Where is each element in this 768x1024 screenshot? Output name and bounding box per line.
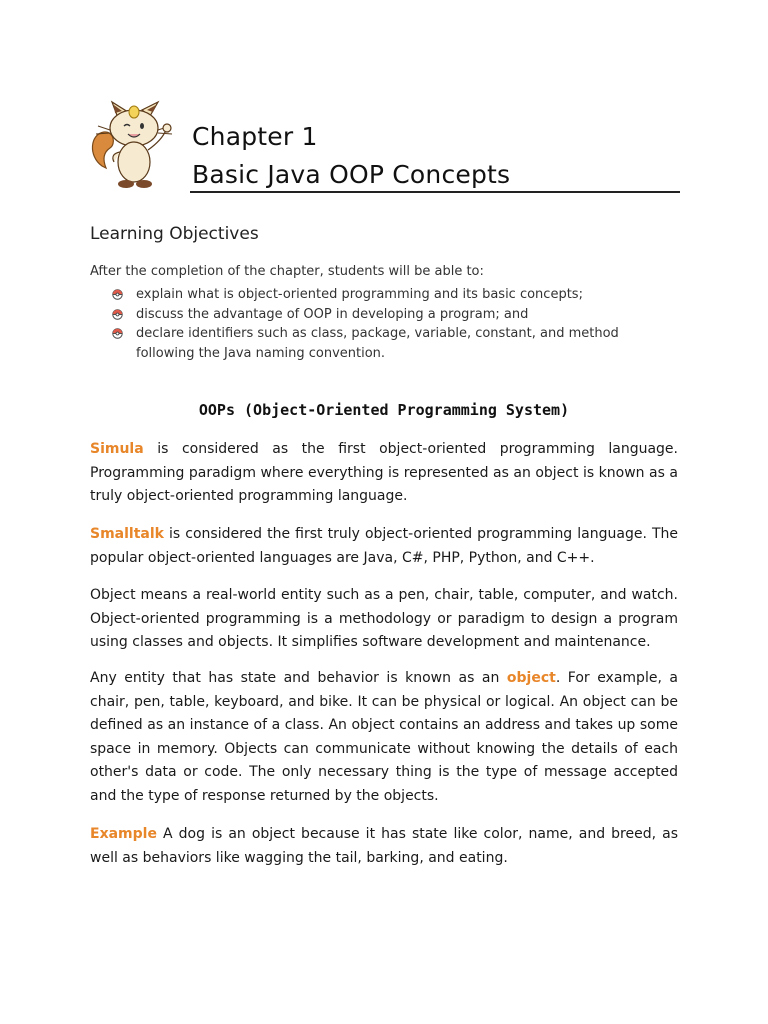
paragraph-text: Object means a real-world entity such as a pen, chair, table, computer, and watch. Object-oriented programming is a methodology or paradigm to design a program using classes and objects. It simplifies software development and maintenance. xyxy=(90,587,678,650)
list-item xyxy=(112,285,672,305)
paragraph-text: Any entity that has state and behavior is known as an xyxy=(90,670,507,686)
keyword-example: Example xyxy=(90,826,157,842)
chapter-number: Chapter 1 xyxy=(192,122,318,151)
paragraph-example xyxy=(90,823,678,870)
paragraph-smalltalk xyxy=(90,523,678,570)
pokeball-bullet-icon xyxy=(112,289,123,300)
paragraph-text: . For example, a chair, pen, table, keyboard, and bike. It can be physical or logical. An object can be defined as an instance of a class. An object contains an address and takes up some space in memory. Objects can communicate without knowing the details of each other's data or code. The only necessary thing is the type of message accepted and the type of response returned by the objects. xyxy=(90,670,678,804)
paragraph-object-entity xyxy=(90,667,678,808)
header-divider xyxy=(190,191,680,193)
paragraph-object-means xyxy=(90,584,678,655)
objective-text: discuss the advantage of OOP in developing a program; and xyxy=(136,306,529,322)
chapter-title: Basic Java OOP Concepts xyxy=(192,160,511,189)
list-item xyxy=(112,305,672,325)
paragraph-text: is considered the first truly object-oriented programming language. The popular object-oriented languages are Java, C#, PHP, Python, and C++. xyxy=(90,526,678,566)
list-item xyxy=(112,324,672,363)
paragraph-simula xyxy=(90,438,678,509)
keyword-simula: Simula xyxy=(90,441,144,457)
objectives-list xyxy=(112,285,672,363)
pokeball-bullet-icon xyxy=(112,309,123,320)
learning-objectives-intro: After the completion of the chapter, students will be able to: xyxy=(90,264,484,279)
objective-text: declare identifiers such as class, package, variable, constant, and method following the Java naming convention. xyxy=(136,326,619,361)
keyword-object: object xyxy=(506,670,556,686)
learning-objectives-heading: Learning Objectives xyxy=(90,224,259,244)
paragraph-text: is considered as the first object-oriented programming language. Programming paradigm where everything is represented as an object is known as a truly object-oriented programming language. xyxy=(90,441,678,504)
section-heading: OOPs (Object-Oriented Programming System) xyxy=(198,401,570,419)
pokeball-bullet-icon xyxy=(112,328,123,339)
chapter-header xyxy=(192,118,680,194)
paragraph-text: A dog is an object because it has state like color, name, and breed, as well as behaviors like wagging the tail, barking, and eating. xyxy=(90,826,678,866)
objective-text: explain what is object-oriented programming and its basic concepts; xyxy=(136,287,583,302)
cat-mascot-icon xyxy=(84,96,184,196)
keyword-smalltalk: Smalltalk xyxy=(90,526,164,542)
